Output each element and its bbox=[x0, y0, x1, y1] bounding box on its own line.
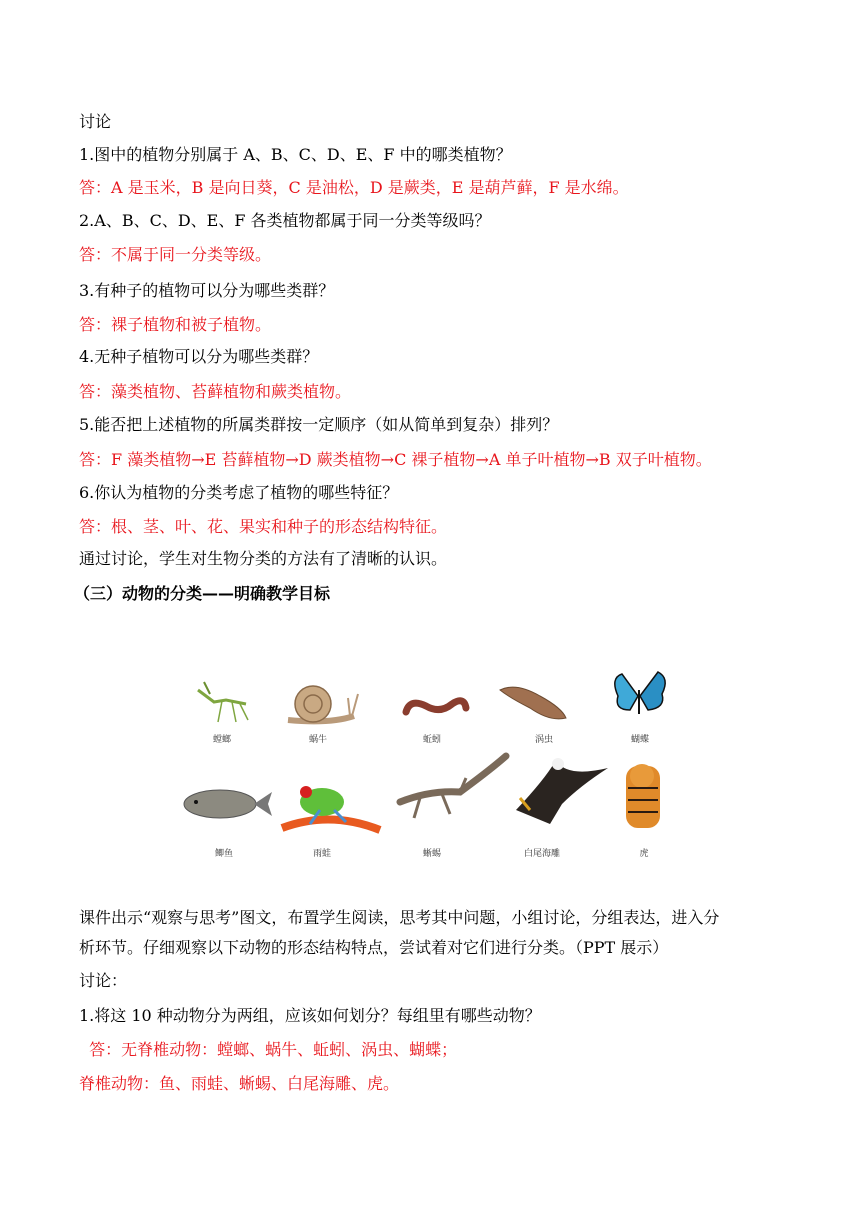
caption-fish: 鲫鱼 bbox=[214, 849, 234, 859]
lizard-image bbox=[400, 756, 506, 818]
question-5: 5.能否把上述植物的所属类群按一定顺序（如从简单到复杂）排列？ bbox=[79, 415, 559, 434]
caption-eagle: 白尾海雕 bbox=[523, 849, 561, 859]
answer-4: 答：藻类植物、苔藓植物和蕨类植物。 bbox=[79, 382, 352, 401]
summary-text: 通过讨论，学生对生物分类的方法有了清晰的认识。 bbox=[79, 549, 448, 568]
tiger-image bbox=[626, 764, 660, 828]
question-3: 3.有种子的植物可以分为哪些类群？ bbox=[79, 281, 335, 300]
answer-3: 答：裸子植物和被子植物。 bbox=[79, 315, 272, 334]
courseware-text-1: 课件出示“观察与思考”图文，布置学生阅读，思考其中问题，小组讨论，分组表达，进入分 bbox=[79, 908, 720, 927]
answer-2: 答：不属于同一分类等级。 bbox=[79, 245, 272, 264]
answer-1: 答：A 是玉米，B 是向日葵，C 是油松，D 是蕨类，E 是葫芦藓，F 是水绵。 bbox=[79, 178, 629, 197]
fish-image bbox=[184, 790, 272, 818]
animals-figure bbox=[170, 660, 690, 870]
discussion-heading: 讨论 bbox=[79, 112, 112, 131]
caption-planarian: 涡虫 bbox=[534, 735, 554, 745]
caption-earthworm: 蚯蚓 bbox=[422, 735, 442, 745]
caption-frog: 雨蛙 bbox=[312, 849, 332, 859]
snail-image bbox=[288, 686, 358, 722]
section-heading: （三）动物的分类——明确教学目标 bbox=[74, 584, 331, 603]
caption-tiger: 虎 bbox=[639, 849, 649, 859]
mantis-image bbox=[198, 682, 248, 722]
answer-invertebrates: 答：无脊椎动物：螳螂、蜗牛、蚯蚓、涡虫、蝴蝶； bbox=[79, 1040, 458, 1059]
discussion-heading-2: 讨论： bbox=[79, 971, 128, 990]
frog-image bbox=[282, 786, 380, 830]
question-animals: 1.将这 10 种动物分为两组，应该如何划分？每组里有哪些动物？ bbox=[79, 1006, 541, 1025]
courseware-text-2: 析环节。仔细观察以下动物的形态结构特点，尝试着对它们进行分类。（PPT 展示） bbox=[79, 938, 669, 957]
earthworm-image bbox=[406, 701, 466, 712]
planarian-image bbox=[500, 687, 566, 719]
answer-5: 答：F 藻类植物→E 苔藓植物→D 蕨类植物→C 裸子植物→A 单子叶植物→B 双子叶植物。 bbox=[79, 450, 712, 469]
question-6: 6.你认为植物的分类考虑了植物的哪些特征？ bbox=[79, 483, 399, 502]
caption-butterfly: 蝴蝶 bbox=[630, 735, 650, 745]
question-2: 2.A、B、C、D、E、F 各类植物都属于同一分类等级吗？ bbox=[79, 211, 491, 230]
question-1: 1.图中的植物分别属于 A、B、C、D、E、F 中的哪类植物？ bbox=[79, 145, 512, 164]
butterfly-image bbox=[615, 672, 665, 714]
caption-snail: 蜗牛 bbox=[308, 735, 328, 745]
caption-mantis: 螳螂 bbox=[212, 735, 232, 745]
answer-vertebrates: 脊椎动物：鱼、雨蛙、蜥蜴、白尾海雕、虎。 bbox=[79, 1074, 400, 1093]
question-4: 4.无种子植物可以分为哪些类群？ bbox=[79, 347, 319, 366]
eagle-image bbox=[516, 758, 608, 824]
caption-lizard: 蜥蜴 bbox=[422, 849, 442, 859]
answer-6: 答：根、茎、叶、花、果实和种子的形态结构特征。 bbox=[79, 517, 448, 536]
